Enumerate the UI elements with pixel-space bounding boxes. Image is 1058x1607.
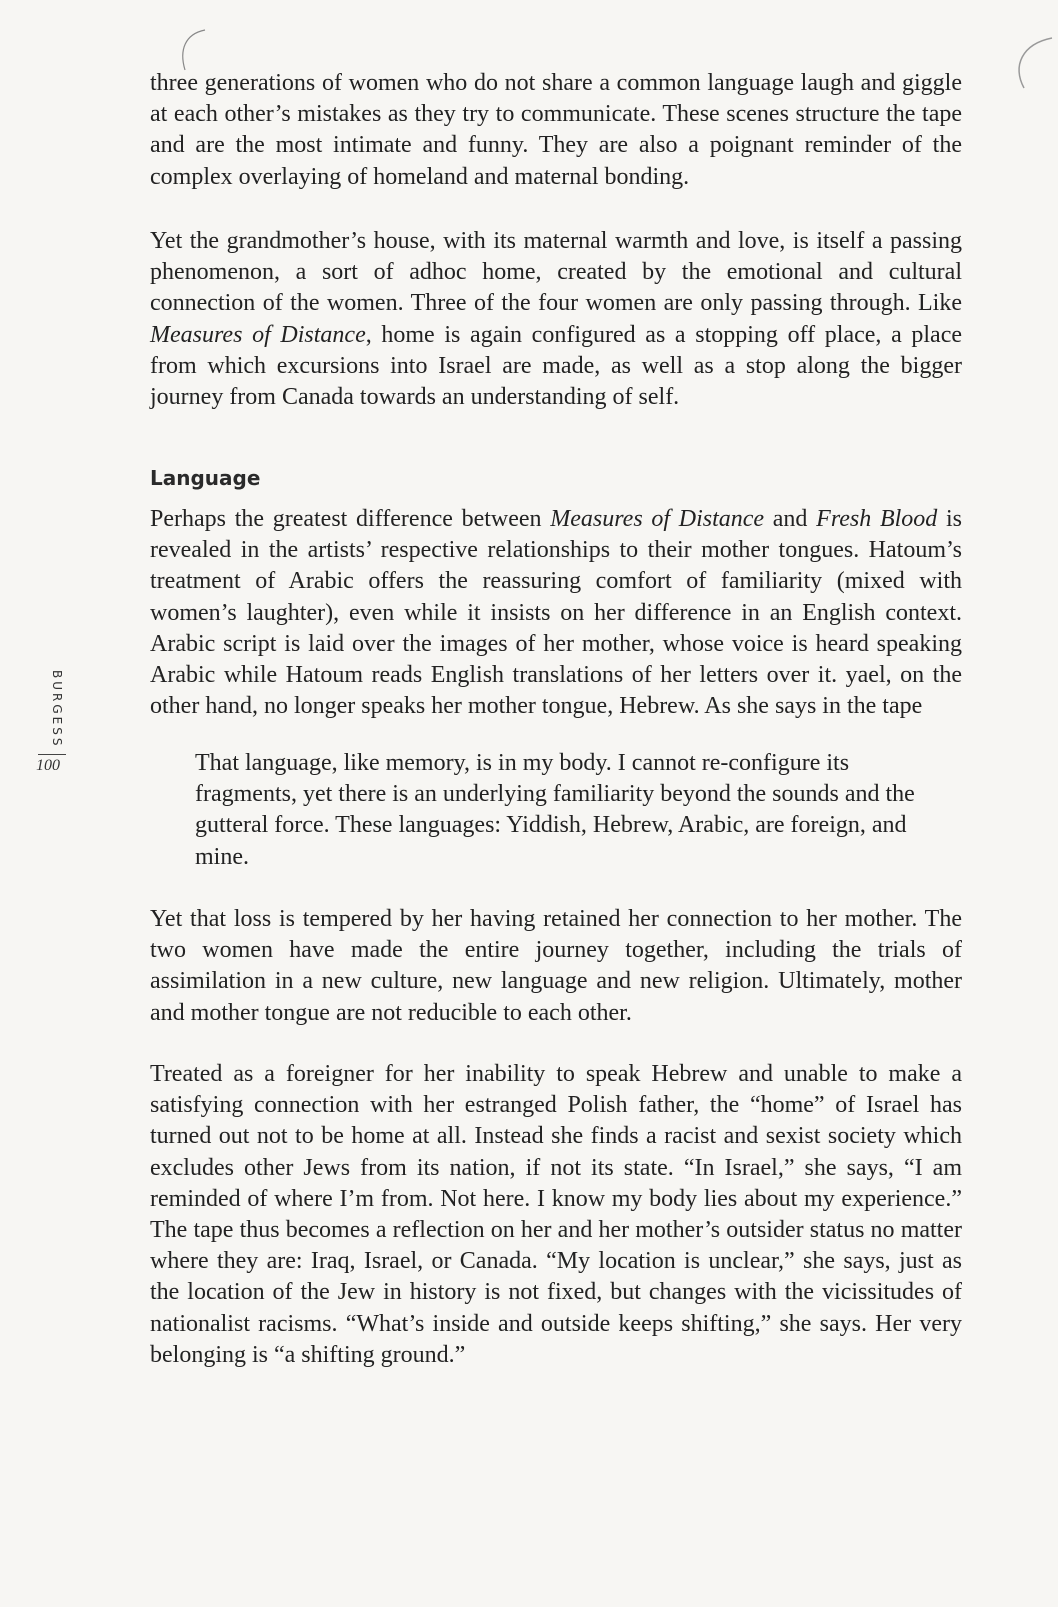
paragraph-3-text-b: and [764,506,817,532]
paragraph-1: three generations of women who do not share a common language laugh and giggle at each other’s mistakes as they try to communicate. These scenes structure the tape and are the most intimate and funny. They are also a poignant reminder of the complex overlaying of homeland and maternal bonding. [150,70,962,190]
paragraph-2-text-b: , home is again configured as a stopping off place, a place from which excursions into Israel are made, as well as a stop along the bigger journey from Canada towards an understanding of self. [150,321,963,411]
block-quote: That language, like memory, is in my body. I cannot re-configure its fragments, yet there is an underlying familiarity beyond the sounds and the gutteral force. These languages: Yiddish, Hebrew, Arabic, are foreign, and mine. [195,750,915,870]
work-title: Fresh Blood [816,506,938,532]
paragraph-4: Yet that loss is tempered by her having retained her connection to her mother. The two women have made the entire journey together, including the trials of assimilation in a new culture, new language and new religion. Ultimately, mother and mother tongue are not reducible to each other. [150,906,962,1026]
paragraph-3-text-a: Perhaps the greatest difference between [150,506,551,532]
work-title: Measures of Distance [550,506,765,532]
paragraph-2 [150,226,962,413]
running-head-divider [38,754,66,755]
work-title: Measures of Distance [150,321,366,348]
paragraph-5: Treated as a foreigner for her inability to speak Hebrew and unable to make a satisfying connection with her estranged Polish father, the “home” of Israel has turned out not to be home at all. Instead she finds a racist and sexist society which excludes other Jews from its nation, if not its state. “In Israel,” she says, “I am reminded of where I’m from. Not here. I know my body lies about my experience.” The tape thus becomes a reflection on her and her mother’s outsider status no matter where they are: Iraq, Israel, or Canada. “My location is unclear,” she says, just as the location of the Jew in history is not fixed, but changes with the vicissitudes of nationalist racisms. “What’s inside and outside keeps shifting,” she says. Her very belonging is “a shifting ground.” [150,1061,962,1368]
page-number: 100 [36,757,60,774]
paragraph-3 [150,504,962,722]
section-heading: Language [150,466,261,490]
paragraph-3-text-c: is revealed in the artists’ respective relationships to their mother tongues. Hatoum’s treatment of Arabic offers the reassuring comfort of familiarity (mixed with women’s laughter), even while it insists on her difference in an English context. Arabic script is laid over the images of her mother, whose voice is heard speaking Arabic while Hatoum reads English translations of her letters over it. yael, on the other hand, no longer speaks her mother tongue, Hebrew. As she says in the tape [150,506,963,720]
running-head-author: BURGESS [50,670,64,749]
running-head [47,670,67,755]
scan-mark-icon [1012,36,1058,96]
paragraph-2-text-a: Yet the grandmother’s house, with its maternal warmth and love, is itself a passing phenomenon, a sort of adhoc home, created by the emotional and cultural connection of the women. Three of the four women are only passing through. Like [150,228,962,317]
